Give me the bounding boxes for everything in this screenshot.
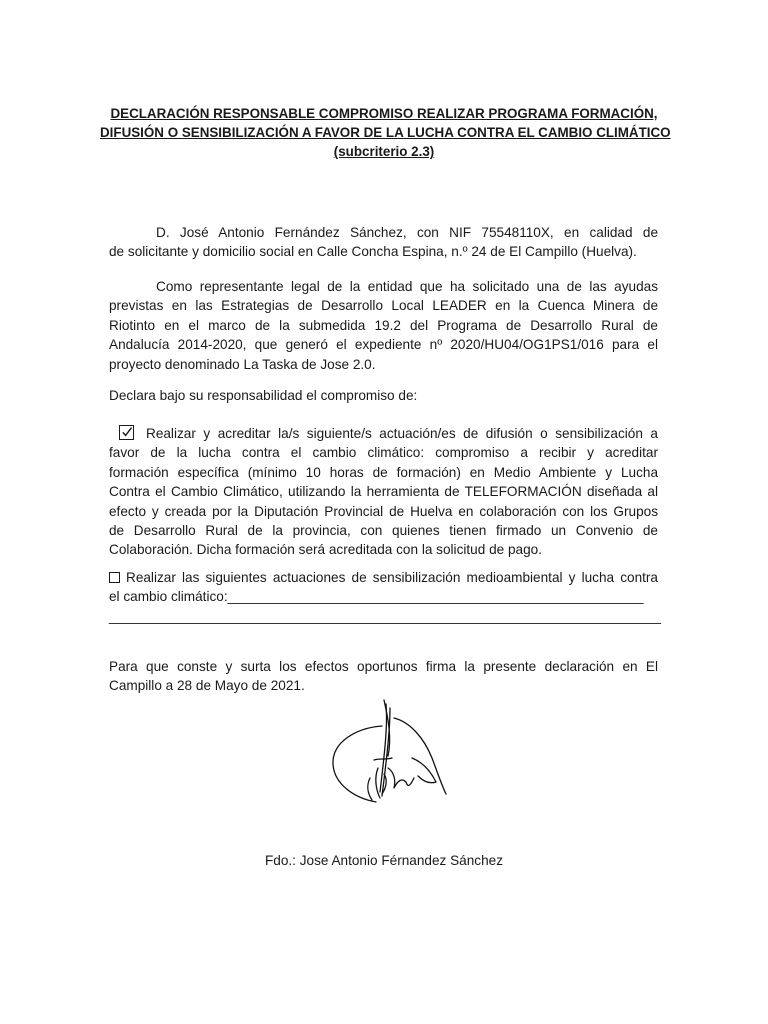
text-line xyxy=(109,424,658,443)
text-line xyxy=(109,568,658,587)
text-line: favor de la lucha contra el cambio climático: compromiso a recibir y acreditar xyxy=(109,445,658,461)
document-title xyxy=(100,104,671,161)
intro-paragraph xyxy=(109,223,658,262)
text-line: efecto y creada por la Diputación Provincial de Huelva en colaboración con los Grupos xyxy=(109,503,658,519)
option-training-paragraph xyxy=(109,424,658,560)
title-line: DECLARACIÓN RESPONSABLE COMPROMISO REALIZAR PROGRAMA FORMACIÓN, xyxy=(110,106,658,121)
text-line: formación específica (mínimo 10 horas de formación) en Medio Ambiente y Lucha xyxy=(109,464,658,480)
option-training-checkbox[interactable] xyxy=(119,425,134,440)
signer-name: Fdo.: Jose Antonio Férnandez Sánchez xyxy=(264,853,504,868)
title-line: (subcriterio 2.3) xyxy=(333,144,435,159)
option-actions-checkbox[interactable] xyxy=(109,572,120,583)
text-line: _________________________________________________________________________ xyxy=(109,608,661,624)
text-line: proyecto denominado La Taska de Jose 2.0. xyxy=(109,356,376,372)
check-icon xyxy=(121,426,133,438)
text-line: el cambio climático:_______________________________________________________ xyxy=(109,589,644,605)
option-actions-paragraph xyxy=(109,568,661,626)
text-line: Colaboración. Dicha formación será acreditada con la solicitud de pago. xyxy=(109,542,542,558)
text-line: Riotinto en el marco de la submedida 19.2 del Programa de Desarrollo Rural de xyxy=(109,317,658,333)
text-line: Para que conste y surta los efectos oportunos firma la presente declaración en El xyxy=(109,659,658,674)
option-training-text: Realizar y acreditar la/s siguiente/s actuación/es de difusión o sensibilización a xyxy=(146,426,658,441)
text-line: de solicitante y domicilio social en Calle Concha Espina, n.º 24 de El Campillo (Huelva). xyxy=(109,244,637,260)
text-line: previstas en las Estrategias de Desarrollo Local LEADER en la Cuenca Minera de xyxy=(109,298,658,314)
text-line: D. José Antonio Fernández Sánchez, con NIF 75548110X, en calidad de xyxy=(156,225,658,240)
representative-paragraph xyxy=(109,277,658,374)
declaration-paragraph xyxy=(109,386,658,405)
text-line: Campillo a 28 de Mayo de 2021. xyxy=(109,678,305,694)
option-actions-text: Realizar las siguientes actuaciones de sensibilización medioambiental y lucha contra xyxy=(126,570,658,585)
text-line: Contra el Cambio Climático, utilizando la herramienta de TELEFORMACIÓN diseñada al xyxy=(109,484,658,500)
text-line: de Desarrollo Rural de la provincia, con quienes tienen firmado un Convenio de xyxy=(109,523,658,539)
text-line: Como representante legal de la entidad que ha solicitado una de las ayudas xyxy=(156,279,658,294)
text-line: Declara bajo su responsabilidad el compromiso de: xyxy=(109,388,418,403)
title-line: DIFUSIÓN O SENSIBILIZACIÓN A FAVOR DE LA LUCHA CONTRA EL CAMBIO CLIMÁTICO xyxy=(100,125,671,140)
closing-paragraph xyxy=(109,657,658,696)
handwritten-signature xyxy=(326,698,450,810)
text-line: Andalucía 2014-2020, que generó el expediente nº 2020/HU04/OG1PS1/016 para el xyxy=(109,337,658,353)
